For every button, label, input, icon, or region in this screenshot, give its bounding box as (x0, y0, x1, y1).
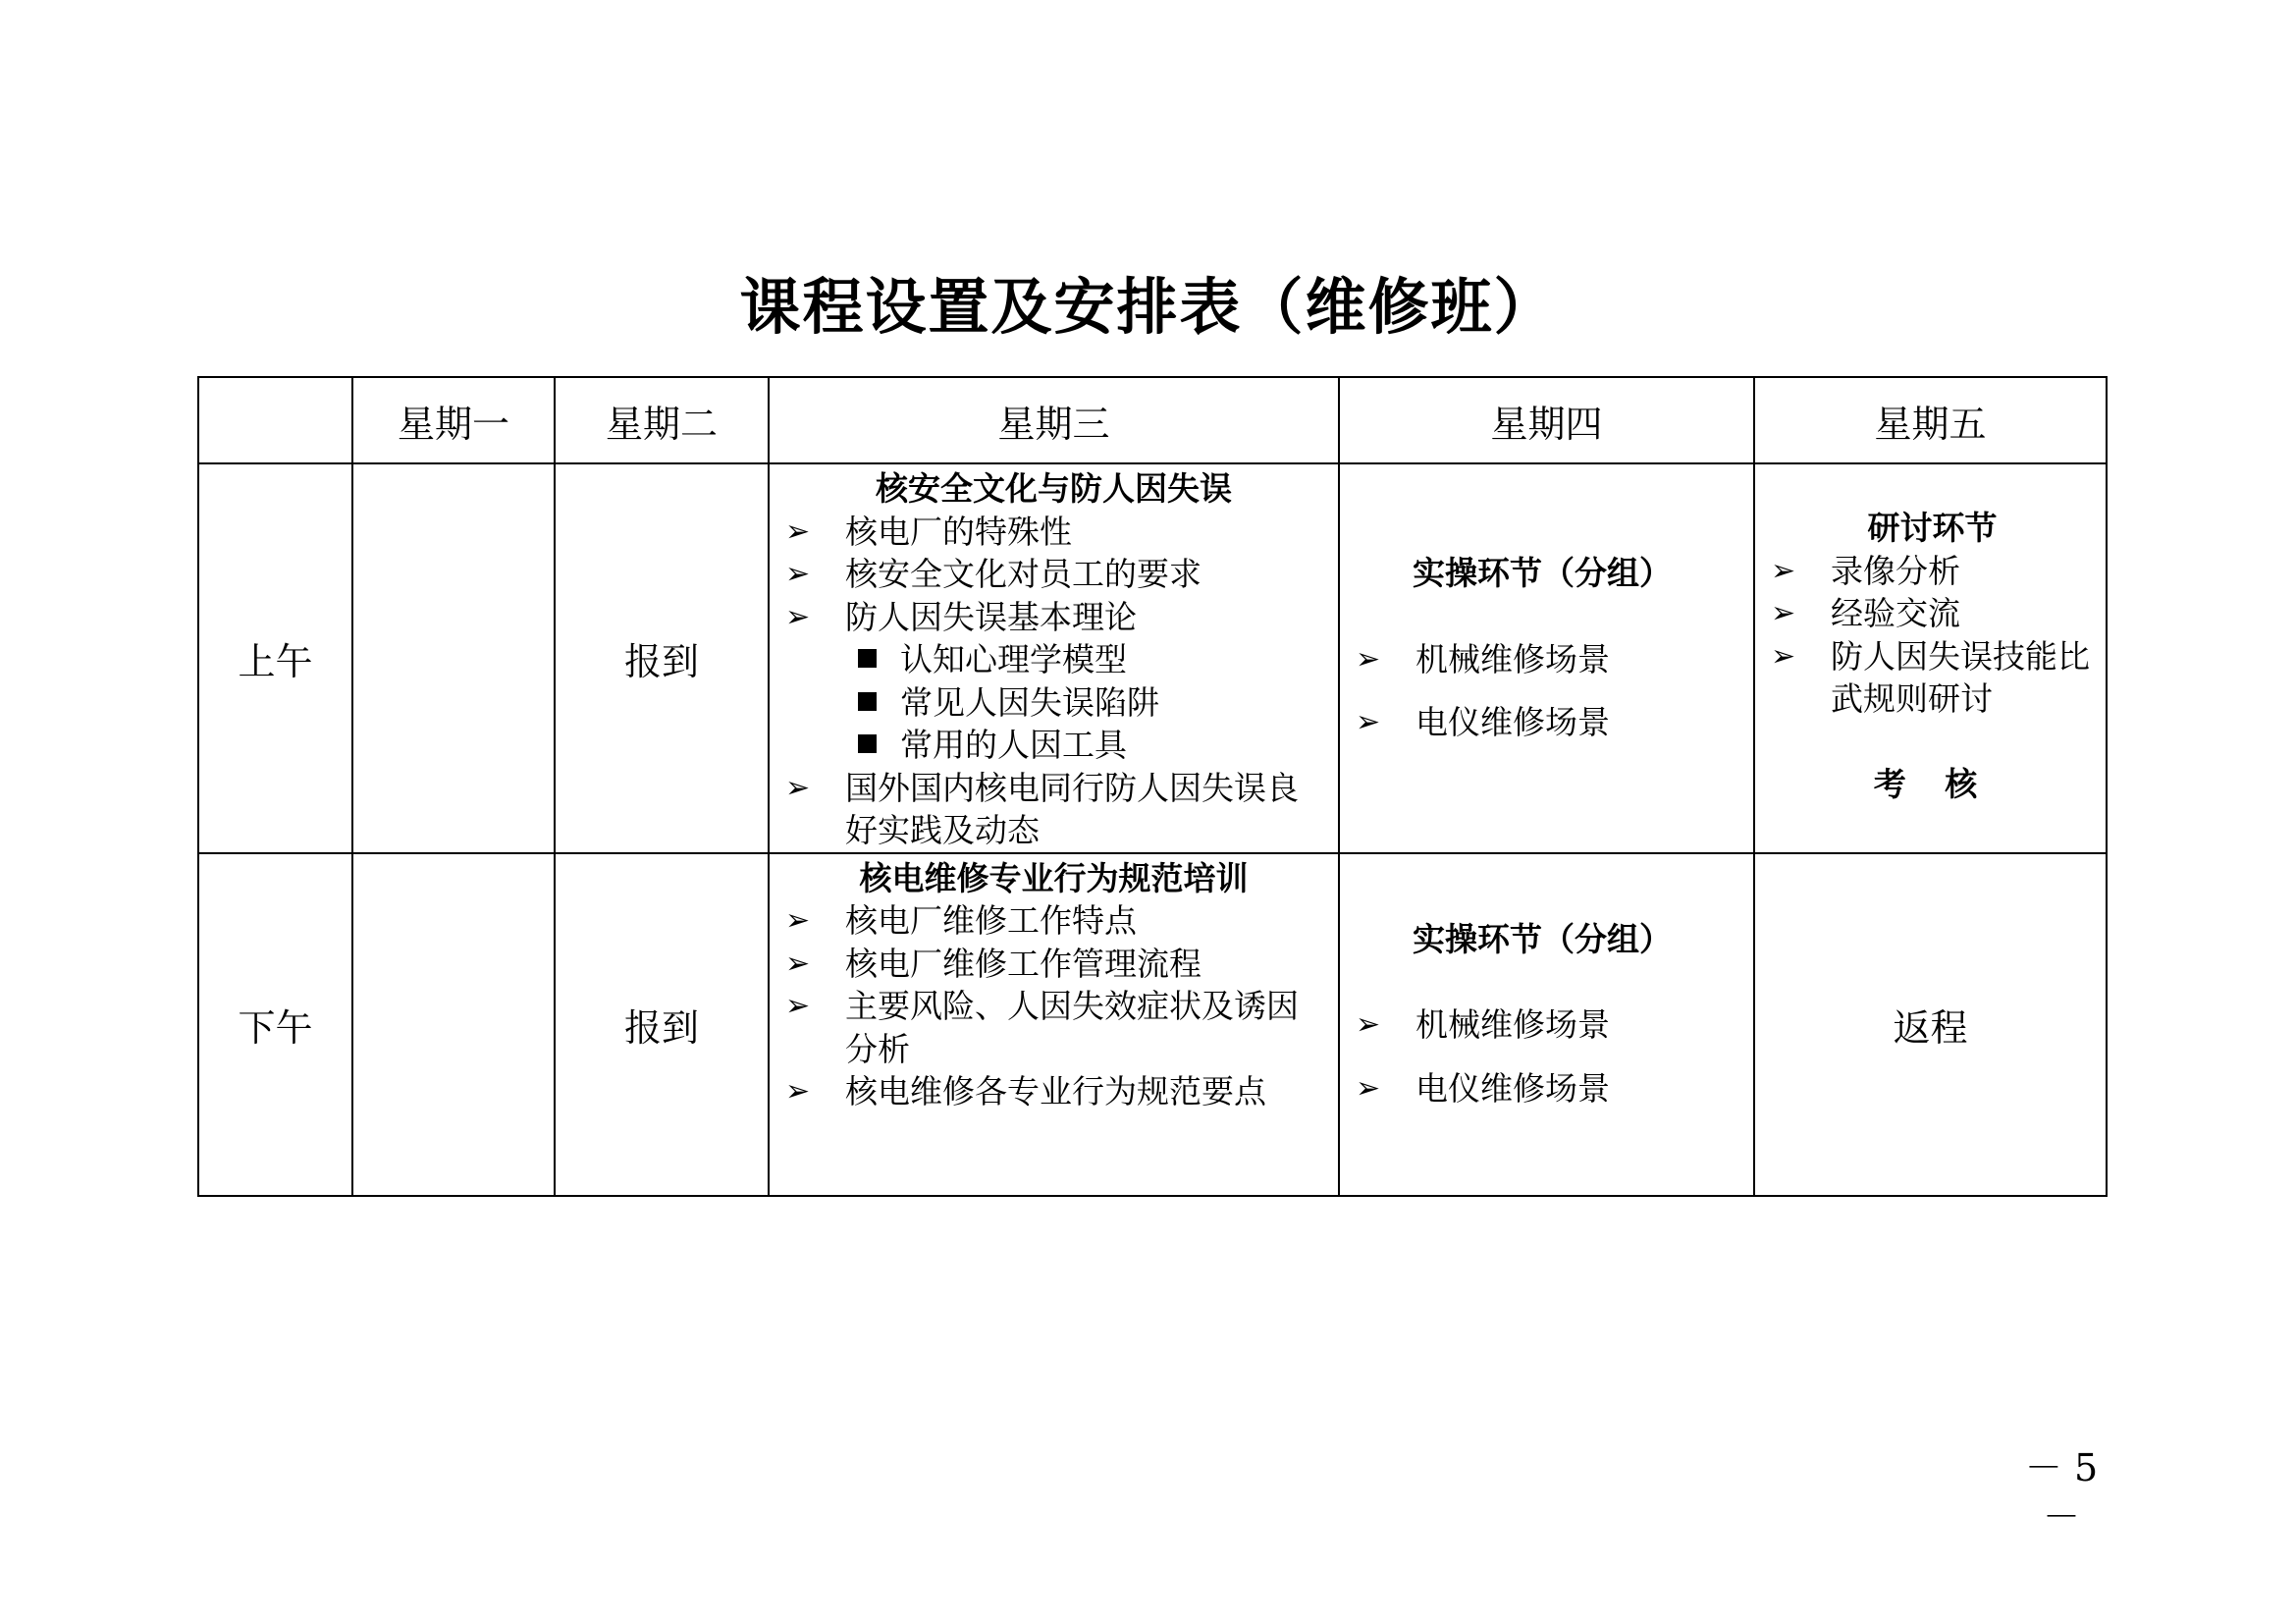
morning-tuesday-cell: 报到 (555, 463, 769, 853)
list-item (1769, 635, 2096, 721)
sub-list-item (783, 724, 1324, 767)
header-cell-empty (198, 377, 352, 463)
list-item-text: 电仪维修场景 (1415, 1068, 1610, 1108)
list-item (1769, 592, 2096, 635)
list-item (783, 553, 1324, 596)
afternoon-thursday-block (1354, 918, 1743, 1110)
morning-wednesday-list-continued (783, 767, 1324, 852)
list-item-text: 核电厂维修工作管理流程 (845, 944, 1201, 983)
arrow-bullet-icon: ➢ (1771, 553, 1796, 588)
list-item-text: 核电厂维修工作特点 (845, 901, 1137, 940)
afternoon-thursday-cell (1339, 853, 1754, 1196)
arrow-bullet-icon: ➢ (785, 514, 811, 549)
arrow-bullet-icon: ➢ (785, 989, 811, 1023)
list-item (1354, 638, 1743, 681)
sub-list-item-text: 常用的人因工具 (900, 726, 1127, 764)
afternoon-wednesday-list (783, 899, 1324, 1113)
list-item-text: 机械维修场景 (1415, 639, 1610, 678)
morning-thursday-block (1354, 552, 1743, 744)
morning-row (198, 463, 2107, 853)
afternoon-label: 下午 (198, 853, 352, 1196)
morning-wednesday-cell (769, 463, 1339, 853)
list-item-text: 电仪维修场景 (1415, 703, 1610, 741)
sub-list-item-text: 常见人因失误陷阱 (900, 682, 1159, 722)
header-cell-thursday: 星期四 (1339, 377, 1754, 463)
header-cell-friday: 星期五 (1754, 377, 2107, 463)
list-item (1354, 1067, 1743, 1110)
arrow-bullet-icon: ➢ (785, 946, 811, 981)
arrow-bullet-icon: ➢ (785, 903, 811, 938)
morning-wednesday-sub-list (783, 638, 1324, 767)
list-item (1354, 701, 1743, 744)
afternoon-tuesday-cell: 报到 (555, 853, 769, 1196)
list-item (783, 985, 1324, 1070)
list-item-text: 国外国内核电同行防人因失误良好实践及动态 (845, 768, 1299, 849)
arrow-bullet-icon: ➢ (785, 599, 811, 634)
afternoon-wednesday-title: 核电维修专业行为规范培训 (859, 858, 1249, 897)
list-item-text: 录像分析 (1831, 551, 1960, 590)
afternoon-friday-cell: 返程 (1754, 853, 2107, 1196)
morning-monday-cell (352, 463, 555, 853)
morning-friday-title: 研讨环节 (1867, 509, 1998, 547)
list-item (783, 899, 1324, 943)
arrow-bullet-icon: ➢ (1771, 596, 1796, 630)
list-item (783, 943, 1324, 986)
arrow-bullet-icon: ➢ (1356, 1007, 1381, 1043)
list-item-text: 经验交流 (1831, 594, 1960, 632)
list-item-text: 核安全文化对员工的要求 (845, 555, 1201, 593)
list-item (783, 511, 1324, 554)
arrow-bullet-icon: ➢ (785, 557, 811, 591)
list-item-text: 主要风险、人因失效症状及诱因分析 (845, 987, 1299, 1068)
list-item-text: 机械维修场景 (1415, 1005, 1610, 1045)
morning-label: 上午 (198, 463, 352, 853)
list-item (1769, 550, 2096, 593)
arrow-bullet-icon: ➢ (1356, 1070, 1381, 1106)
arrow-bullet-icon: ➢ (1356, 641, 1381, 677)
list-item-text: 核电厂的特殊性 (845, 512, 1072, 551)
list-item-text: 核电维修各专业行为规范要点 (845, 1072, 1266, 1110)
page-number: － 5 － (2024, 1446, 2099, 1539)
square-bullet-icon (858, 692, 877, 711)
afternoon-row (198, 853, 2107, 1196)
arrow-bullet-icon: ➢ (1771, 638, 1796, 674)
morning-friday-cell (1754, 463, 2107, 853)
sub-list-item-text: 认知心理学模型 (900, 640, 1127, 678)
header-row (198, 377, 2107, 463)
sub-list-item (783, 638, 1324, 681)
list-item-text: 防人因失误技能比武规则研讨 (1831, 636, 2090, 718)
morning-wednesday-list (783, 511, 1324, 639)
afternoon-monday-cell (352, 853, 555, 1196)
afternoon-thursday-title: 实操环节（分组） (1413, 919, 1672, 958)
schedule-table (197, 376, 2108, 1197)
header-cell-wednesday: 星期三 (769, 377, 1339, 463)
square-bullet-icon (858, 734, 877, 753)
morning-friday-list (1769, 550, 2096, 721)
morning-wednesday-title: 核安全文化与防人因失误 (876, 469, 1232, 508)
afternoon-wednesday-cell (769, 853, 1339, 1196)
page-title: 课程设置及安排表（维修班） (739, 271, 1557, 343)
header-cell-tuesday: 星期二 (555, 377, 769, 463)
morning-thursday-cell (1339, 463, 1754, 853)
list-item (1354, 1003, 1743, 1047)
list-item-text: 防人因失误基本理论 (845, 597, 1137, 636)
list-item (783, 767, 1324, 852)
square-bullet-icon (858, 649, 877, 668)
arrow-bullet-icon: ➢ (785, 1074, 811, 1109)
list-item (783, 1070, 1324, 1113)
list-item (783, 596, 1324, 639)
arrow-bullet-icon: ➢ (1356, 705, 1381, 739)
sub-list-item (783, 681, 1324, 725)
arrow-bullet-icon: ➢ (785, 770, 811, 805)
morning-thursday-title: 实操环节（分组） (1413, 554, 1672, 592)
morning-friday-exam: 考 核 (1873, 764, 1992, 803)
header-cell-monday: 星期一 (352, 377, 555, 463)
